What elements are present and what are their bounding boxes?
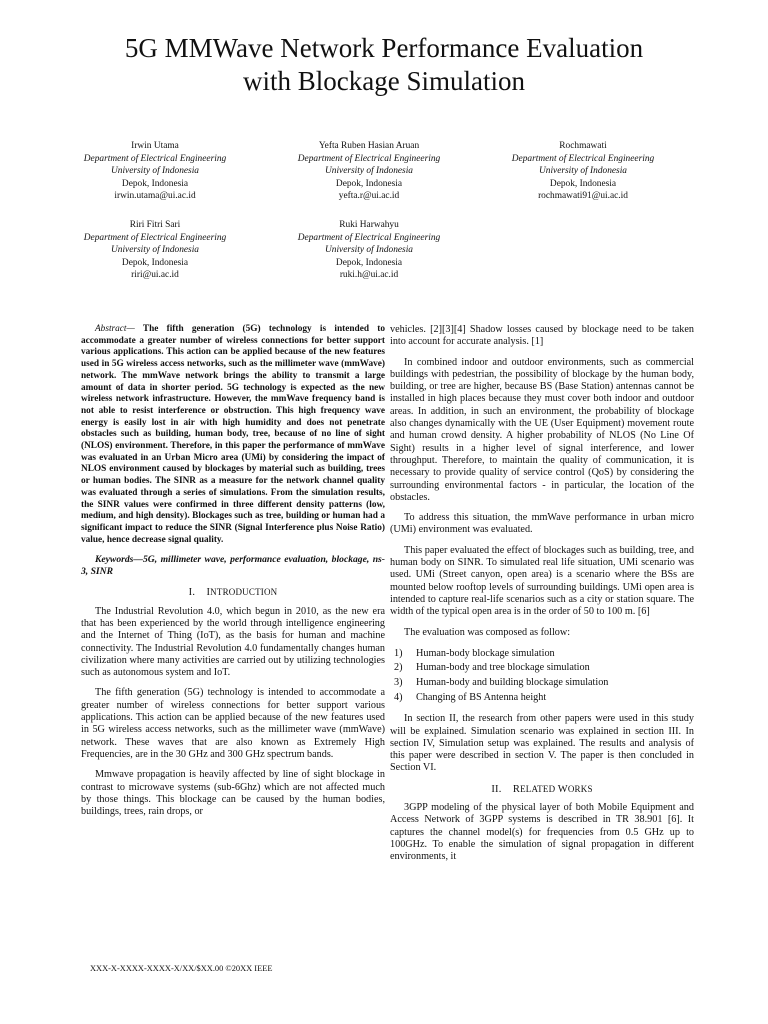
paragraph: The fifth generation (5G) technology is intended to accommodate a greater number of wireless connections for better support various applications. This action can be applied because of the new features used in 5G wireless access networks, such as the millimeter wave (mmWave) network. These waves that are also known as Extremely High Frequencies, are in the 30 GHz and 300 GHz spectrum bands. [81,687,385,760]
paragraph: This paper evaluated the effect of blockages such as building, tree, and human body on SINR. To simulated real life situation, UMi scenario was used. UMi (Street canyon, open area) is a scenario where the BSs are mounted below rooftop levels of surrounding buildings. UMi open area is intended to capture real-life scenarios such as a city or station square. The width of the typical open area is in the order of 50 to 100 m. [6] [390,544,694,618]
author-dept: Department of Electrical Engineering [83,232,227,243]
author-name: Rochmawati [559,141,607,151]
author-email[interactable]: ruki.h@ui.ac.id [339,270,399,281]
paragraph: In section II, the research from other papers were used in this study will be explained. Simulation scenario was explained in section III. In section IV, Simulation setup was explained. The results and analysis of this paper were described in section V. The paper is then concluded in Section VI. [390,713,694,774]
paragraph: The evaluation was composed as follow: [404,626,571,638]
abstract [81,324,385,546]
author-dept: Department of Electrical Engineering [83,153,227,164]
list-item: 4) Changing of BS Antenna height [394,691,547,703]
author-email[interactable]: riri@ui.ac.id [131,270,179,281]
author-4 [40,219,270,282]
author-name: Riri Fitri Sari [129,220,181,230]
section-heading-related-works: II. RELATED WORKS [491,783,593,795]
author-dept: Department of Electrical Engineering [297,153,441,164]
author-univ: University of Indonesia [110,166,199,177]
title-line-1: 5G MMWave Network Performance Evaluation [124,33,644,63]
author-univ: University of Indonesia [538,166,627,177]
keywords-text: 5G, millimeter wave, performance evaluation, blockage, ns-3, SINR [81,554,385,578]
evaluation-list [390,647,694,705]
author-email[interactable]: irwin.utama@ui.ac.id [114,191,196,202]
title-line-2: with Blockage Simulation [243,66,525,96]
author-location: Depok, Indonesia [335,178,403,189]
left-column [81,324,385,826]
paragraph: 3GPP modeling of the physical layer of both Mobile Equipment and Access Network of 3GPP systems is described in TR 38.901 [6]. It captures the channel model(s) for frequencies from 0.5 GHz up to 100GHz. To enable the simulation of signal propagation in different environments, it [390,801,694,863]
author-name: Yefta Ruben Hasian Aruan [318,141,420,151]
copyright-footer: XXX-X-XXXX-XXXX-X/XX/$XX.00 ©20XX IEEE [90,964,273,973]
paragraph: Mmwave propagation is heavily affected by line of sight blockage in contrast to microwave systems (sub-6Ghz) which are not affected much by those things. This blockage can be caused by the human bodies, buildings, trees, rain drops, or [81,769,385,818]
section-heading-introduction: I. INTRODUCTION [188,587,278,599]
author-2 [254,140,484,203]
paragraph: vehicles. [2][3][4] Shadow losses caused by blockage need to be taken into account for accurate analysis. [1] [390,324,694,348]
author-5 [254,219,484,282]
author-location: Depok, Indonesia [121,257,189,268]
paper-title [60,32,708,98]
author-location: Depok, Indonesia [335,257,403,268]
author-3 [468,140,698,203]
author-name: Ruki Harwahyu [339,220,399,230]
paragraph: In combined indoor and outdoor environments, such as commercial buildings with pedestrian, the possibility of blockage by the human body, building, or tree are higher, because BS (Base Station) antennas cannot be installed in high places because they must cover both indoor and outdoor areas. In addition, in such an environment, the probability of blockage also changes dynamically with the UE (User Equipment) movement route and human crowd density. A higher probability of NLOS (No Line Of Sight) results in a higher level of signal interference, and lower throughput. Therefore, to maintain the quality of communication, it is necessary to provide quality of service control (QoS) by considering the surrounding environmental factors - in particular, the location of the obstacles. [390,356,694,503]
list-item: 1) Human-body blockage simulation [394,647,555,659]
keywords [81,554,385,578]
author-1 [40,140,270,203]
author-location: Depok, Indonesia [121,178,189,189]
paragraph: To address this situation, the mmWave performance in urban micro (UMi) environment was evaluated. [390,512,694,536]
abstract-text: The fifth generation (5G) technology is intended to accommodate a greater number of wireless connections for better support various applications. This action can be applied because of the new features used in 5G wireless access networks, such as the millimeter wave (mmWave) network. The mmWave network brings the ability to transmit a large amount of data in shorter period. 5G technology is expected as the new wireless network infrastructure. However, the mmWave frequency band is not able to resist interference or obstruction. This high frequency wave energy is easily lost in air with high humidity and does not penetrate obstacles such as building, human body, tree, because of no line of sight (NLOS) environment. Therefore, in this paper the performance of mmWave was evaluated in an Urban Micro area (UMi) by considering the impact of NLOS environment caused by blockages by material such as building, trees or human bodies. The SINR as a measure for the network channel quality was evaluated through a series of simulations. From the simulation results, the SINR values were confirmed in three different density patterns (low, medium, and high density). Blockages such as tree, building or human had a significant impact to reduce the SINR (Signal Interference plus Noise Ratio) value, hence decrease signal quality. [81,324,385,545]
author-email[interactable]: rochmawati91@ui.ac.id [538,191,628,202]
author-univ: University of Indonesia [324,245,413,256]
author-name: Irwin Utama [131,141,179,151]
paragraph: The Industrial Revolution 4.0, which begun in 2010, as the new era that has been experienced by the world through intelligence engineering and the Internet of Thing (IoT), as the basis for human and machine connectivity. The Industrial Revolution 4.0 fundamentally changes human civilization where many activities are carried out by utilizing technologies such as autonomous system and IoT. [81,605,385,679]
right-column [390,324,694,871]
list-item: 3) Human-body and building blockage simulation [394,677,609,689]
author-dept: Department of Electrical Engineering [511,153,655,164]
author-dept: Department of Electrical Engineering [297,232,441,243]
keywords-lead: Keywords— [95,554,143,566]
author-univ: University of Indonesia [110,245,199,256]
author-email[interactable]: yefta.r@ui.ac.id [338,191,400,202]
author-location: Depok, Indonesia [549,178,617,189]
author-univ: University of Indonesia [324,166,413,177]
list-item: 2) Human-body and tree blockage simulation [394,662,590,674]
abstract-lead: Abstract— [95,324,135,334]
